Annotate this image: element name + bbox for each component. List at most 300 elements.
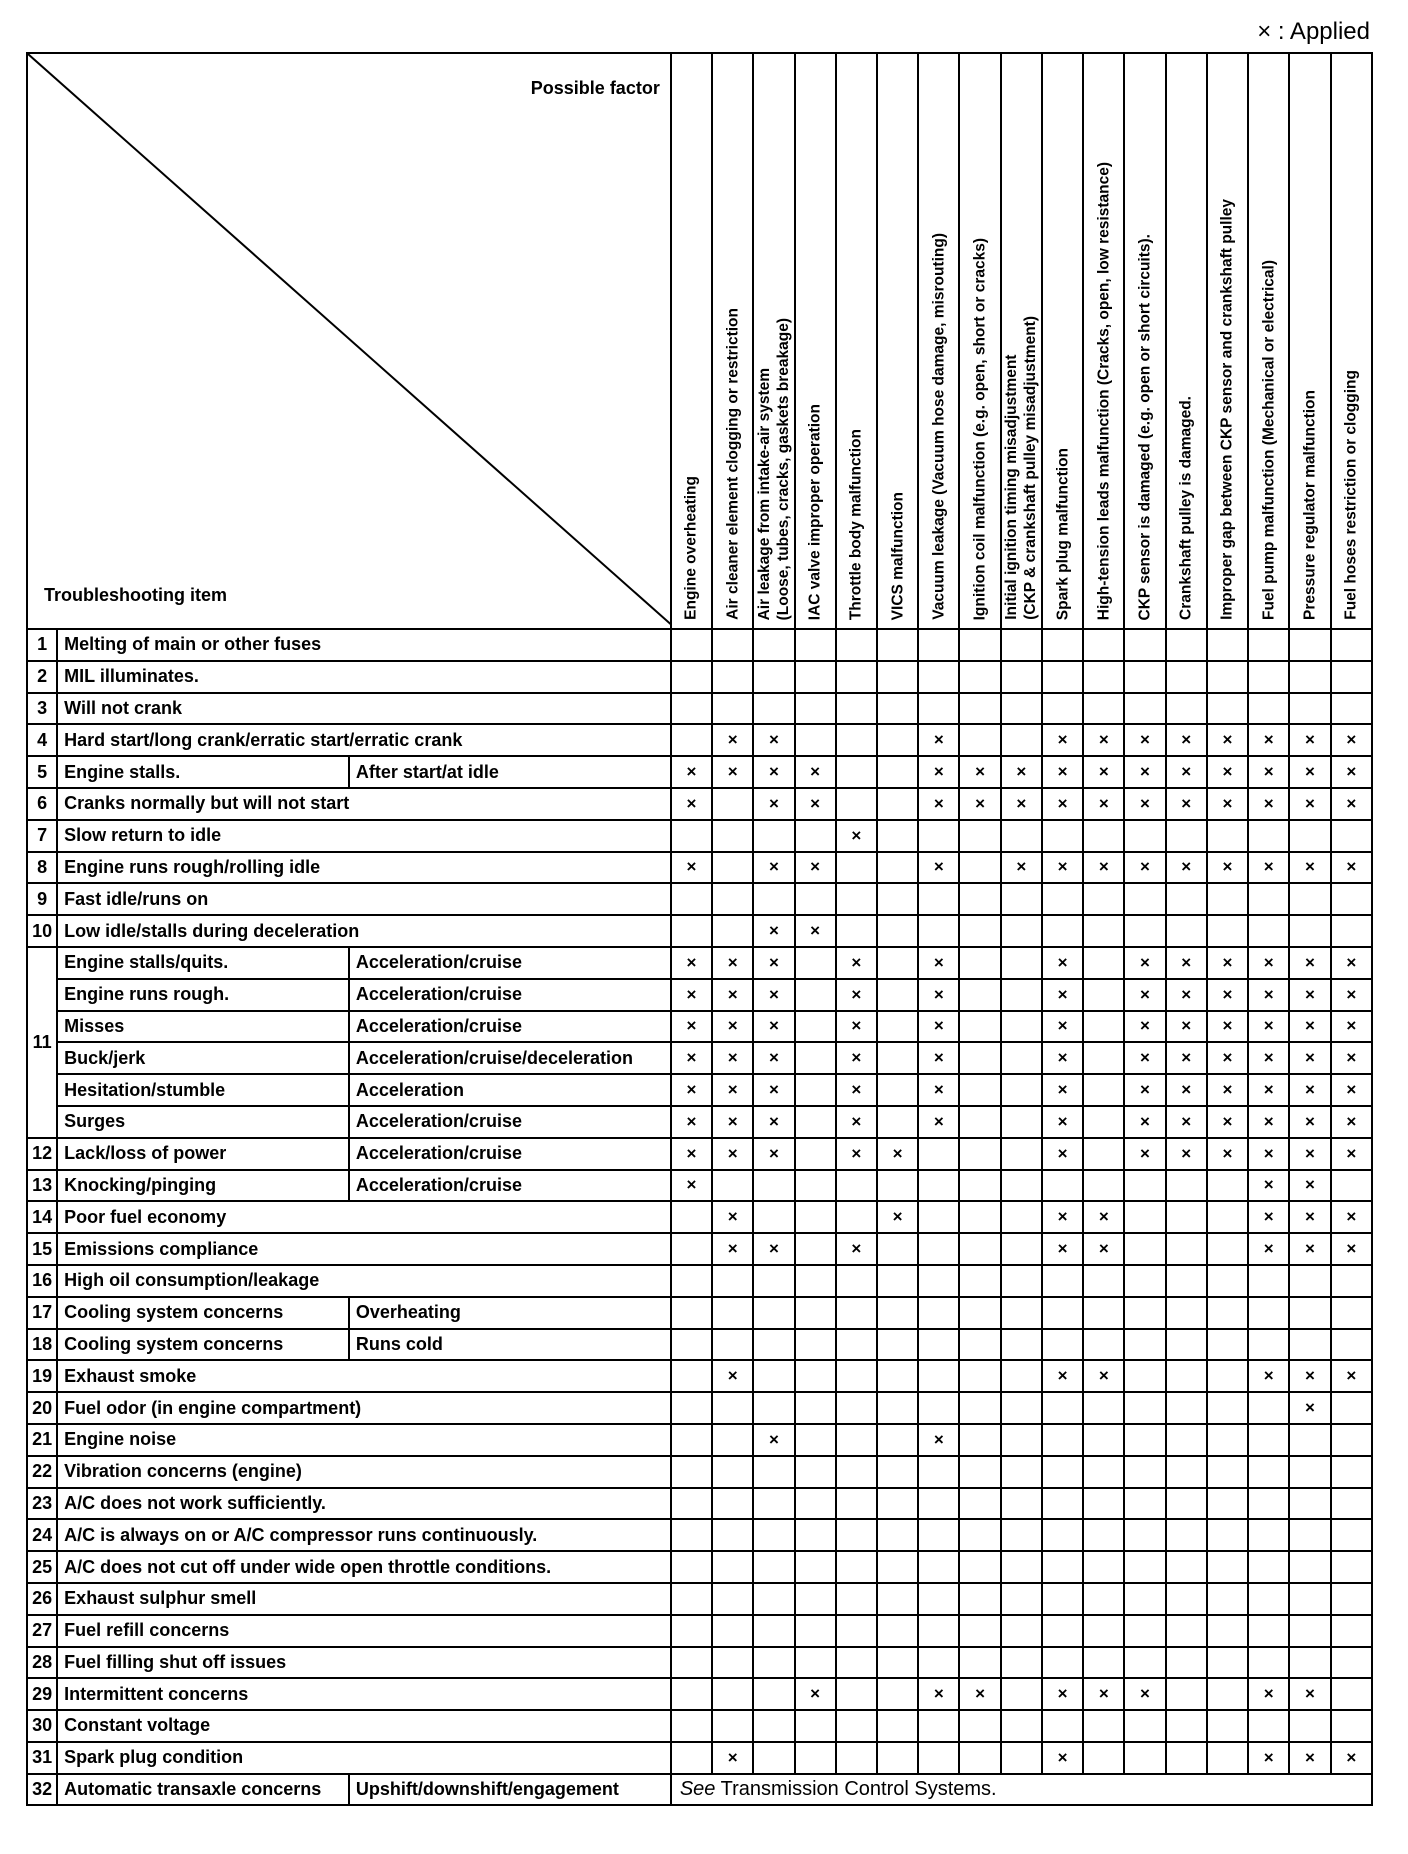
empty-cell	[795, 1297, 836, 1329]
empty-cell	[918, 820, 959, 852]
applied-mark: ×	[671, 947, 712, 979]
empty-cell	[959, 915, 1000, 947]
applied-mark: ×	[1083, 756, 1124, 788]
table-row	[27, 1742, 1372, 1774]
troubleshooting-item: Hard start/long crank/erratic start/erratic crank	[57, 724, 671, 756]
empty-cell	[877, 1488, 918, 1520]
condition: Acceleration/cruise	[349, 1106, 671, 1138]
empty-cell	[959, 661, 1000, 693]
applied-mark: ×	[1042, 979, 1083, 1011]
empty-cell	[795, 1615, 836, 1647]
table-row	[27, 1201, 1372, 1233]
applied-mark: ×	[1248, 724, 1289, 756]
empty-cell	[1042, 1488, 1083, 1520]
empty-cell	[1083, 883, 1124, 915]
empty-cell	[1166, 1201, 1207, 1233]
troubleshooting-item: Melting of main or other fuses	[57, 629, 671, 661]
empty-cell	[877, 1583, 918, 1615]
condition: Acceleration/cruise	[349, 1011, 671, 1043]
applied-mark: ×	[1042, 1106, 1083, 1138]
row-number: 1	[27, 629, 57, 661]
table-row	[27, 979, 1372, 1011]
condition: Acceleration/cruise	[349, 979, 671, 1011]
row-number: 20	[27, 1392, 57, 1424]
applied-mark: ×	[1124, 1042, 1165, 1074]
empty-cell	[753, 1201, 794, 1233]
empty-cell	[918, 629, 959, 661]
empty-cell	[1001, 1106, 1042, 1138]
row-number: 32	[27, 1774, 57, 1806]
empty-cell	[1083, 1329, 1124, 1361]
table-row	[27, 1456, 1372, 1488]
factor-header-13	[1166, 53, 1207, 629]
applied-mark: ×	[836, 979, 877, 1011]
applied-mark: ×	[712, 1011, 753, 1043]
condition: Acceleration/cruise	[349, 947, 671, 979]
empty-cell	[877, 756, 918, 788]
empty-cell	[1289, 1615, 1330, 1647]
empty-cell	[836, 1647, 877, 1679]
empty-cell	[1166, 1710, 1207, 1742]
applied-mark: ×	[1331, 852, 1372, 884]
applied-mark: ×	[1042, 756, 1083, 788]
troubleshooting-item: Fuel filling shut off issues	[57, 1647, 671, 1679]
empty-cell	[877, 1011, 918, 1043]
empty-cell	[877, 1329, 918, 1361]
empty-cell	[836, 1170, 877, 1202]
empty-cell	[1331, 1424, 1372, 1456]
empty-cell	[1289, 1583, 1330, 1615]
applied-mark: ×	[1289, 1742, 1330, 1774]
empty-cell	[1166, 1360, 1207, 1392]
empty-cell	[1042, 1551, 1083, 1583]
empty-cell	[1083, 947, 1124, 979]
applied-mark: ×	[1124, 1074, 1165, 1106]
row-number: 23	[27, 1488, 57, 1520]
row-number: 26	[27, 1583, 57, 1615]
factor-label: Improper gap between CKP sensor and crankshaft pulley	[1218, 199, 1236, 620]
table-row	[27, 1360, 1372, 1392]
applied-mark: ×	[1207, 979, 1248, 1011]
applied-mark: ×	[1248, 756, 1289, 788]
empty-cell	[877, 724, 918, 756]
empty-cell	[959, 1170, 1000, 1202]
empty-cell	[1001, 1074, 1042, 1106]
empty-cell	[918, 1329, 959, 1361]
empty-cell	[959, 693, 1000, 725]
row-number: 15	[27, 1233, 57, 1265]
applied-mark: ×	[1001, 756, 1042, 788]
empty-cell	[753, 1170, 794, 1202]
empty-cell	[1124, 1360, 1165, 1392]
empty-cell	[1248, 1710, 1289, 1742]
applied-mark: ×	[1289, 756, 1330, 788]
empty-cell	[1207, 1615, 1248, 1647]
empty-cell	[836, 1488, 877, 1520]
empty-cell	[959, 1360, 1000, 1392]
applied-mark: ×	[795, 852, 836, 884]
corner-diagonal	[28, 54, 671, 628]
empty-cell	[1083, 1170, 1124, 1202]
empty-cell	[795, 1233, 836, 1265]
empty-cell	[877, 1106, 918, 1138]
row-number: 13	[27, 1170, 57, 1202]
empty-cell	[1001, 1519, 1042, 1551]
empty-cell	[1083, 1456, 1124, 1488]
factor-label: Air cleaner element clogging or restriction	[724, 308, 742, 620]
applied-mark: ×	[712, 1074, 753, 1106]
applied-mark: ×	[1042, 947, 1083, 979]
empty-cell	[1124, 1456, 1165, 1488]
empty-cell	[712, 852, 753, 884]
empty-cell	[1083, 661, 1124, 693]
applied-mark: ×	[1124, 1011, 1165, 1043]
table-row	[27, 820, 1372, 852]
empty-cell	[671, 1583, 712, 1615]
empty-cell	[1207, 1456, 1248, 1488]
table-row	[27, 1170, 1372, 1202]
empty-cell	[1166, 1615, 1207, 1647]
factor-header-12	[1124, 53, 1165, 629]
troubleshooting-item: A/C does not cut off under wide open throttle conditions.	[57, 1551, 671, 1583]
applied-mark: ×	[1331, 1074, 1372, 1106]
factor-header-14	[1207, 53, 1248, 629]
empty-cell	[671, 1647, 712, 1679]
row-number: 27	[27, 1615, 57, 1647]
empty-cell	[1083, 1297, 1124, 1329]
empty-cell	[1207, 1742, 1248, 1774]
table-row	[27, 852, 1372, 884]
empty-cell	[1001, 1615, 1042, 1647]
empty-cell	[795, 1138, 836, 1170]
empty-cell	[795, 1456, 836, 1488]
empty-cell	[959, 852, 1000, 884]
table-row	[27, 1265, 1372, 1297]
empty-cell	[1124, 1170, 1165, 1202]
table-row	[27, 1074, 1372, 1106]
applied-mark: ×	[1207, 1106, 1248, 1138]
empty-cell	[1001, 629, 1042, 661]
possible-factor-label: Possible factor	[530, 78, 660, 98]
empty-cell	[1001, 1678, 1042, 1710]
empty-cell	[836, 1360, 877, 1392]
empty-cell	[959, 1106, 1000, 1138]
empty-cell	[877, 1392, 918, 1424]
applied-mark: ×	[1331, 1233, 1372, 1265]
empty-cell	[1207, 1360, 1248, 1392]
row-number: 5	[27, 756, 57, 788]
applied-mark: ×	[1289, 1011, 1330, 1043]
applied-mark: ×	[1042, 724, 1083, 756]
row-number: 16	[27, 1265, 57, 1297]
empty-cell	[1083, 693, 1124, 725]
empty-cell	[1166, 1488, 1207, 1520]
empty-cell	[877, 1360, 918, 1392]
empty-cell	[1083, 1488, 1124, 1520]
empty-cell	[918, 1551, 959, 1583]
empty-cell	[671, 883, 712, 915]
empty-cell	[1001, 1551, 1042, 1583]
empty-cell	[795, 1106, 836, 1138]
empty-cell	[959, 883, 1000, 915]
applied-mark: ×	[671, 788, 712, 820]
applied-mark: ×	[1042, 1233, 1083, 1265]
empty-cell	[1083, 820, 1124, 852]
applied-mark: ×	[1166, 1106, 1207, 1138]
empty-cell	[753, 1519, 794, 1551]
applied-mark: ×	[1248, 1742, 1289, 1774]
empty-cell	[795, 883, 836, 915]
empty-cell	[712, 1297, 753, 1329]
empty-cell	[671, 915, 712, 947]
factor-label: Crankshaft pulley is damaged.	[1177, 396, 1195, 620]
factor-header-15	[1248, 53, 1289, 629]
empty-cell	[1083, 1710, 1124, 1742]
applied-mark: ×	[753, 788, 794, 820]
empty-cell	[918, 1170, 959, 1202]
empty-cell	[836, 1265, 877, 1297]
empty-cell	[1207, 1170, 1248, 1202]
empty-cell	[1248, 1329, 1289, 1361]
empty-cell	[712, 661, 753, 693]
row-number: 21	[27, 1424, 57, 1456]
empty-cell	[795, 1201, 836, 1233]
empty-cell	[1001, 1583, 1042, 1615]
empty-cell	[1042, 1456, 1083, 1488]
empty-cell	[1166, 1170, 1207, 1202]
applied-mark: ×	[1248, 1170, 1289, 1202]
empty-cell	[1248, 1647, 1289, 1679]
empty-cell	[1331, 693, 1372, 725]
troubleshooting-item: Intermittent concerns	[57, 1678, 671, 1710]
row-number: 24	[27, 1519, 57, 1551]
factor-label: Fuel hoses restriction or clogging	[1342, 370, 1360, 620]
empty-cell	[1083, 1011, 1124, 1043]
empty-cell	[795, 820, 836, 852]
factor-label: Vacuum leakage (Vacuum hose damage, misrouting)	[930, 233, 948, 620]
empty-cell	[1083, 629, 1124, 661]
table-row	[27, 1551, 1372, 1583]
empty-cell	[1166, 1678, 1207, 1710]
empty-cell	[1083, 1647, 1124, 1679]
troubleshooting-item: A/C does not work sufficiently.	[57, 1488, 671, 1520]
empty-cell	[795, 629, 836, 661]
empty-cell	[836, 1392, 877, 1424]
applied-mark: ×	[712, 1360, 753, 1392]
empty-cell	[1331, 883, 1372, 915]
empty-cell	[1331, 1647, 1372, 1679]
troubleshooting-item: High oil consumption/leakage	[57, 1265, 671, 1297]
factor-header-1	[671, 53, 712, 629]
empty-cell	[877, 1742, 918, 1774]
empty-cell	[1124, 1201, 1165, 1233]
empty-cell	[959, 1201, 1000, 1233]
applied-mark: ×	[836, 1042, 877, 1074]
empty-cell	[1124, 1710, 1165, 1742]
applied-mark: ×	[918, 1106, 959, 1138]
applied-mark: ×	[753, 1074, 794, 1106]
applied-mark: ×	[1124, 852, 1165, 884]
empty-cell	[1042, 1424, 1083, 1456]
applied-mark: ×	[1166, 852, 1207, 884]
row-number: 31	[27, 1742, 57, 1774]
applied-mark: ×	[753, 1138, 794, 1170]
empty-cell	[1248, 820, 1289, 852]
empty-cell	[836, 1551, 877, 1583]
empty-cell	[959, 820, 1000, 852]
applied-mark: ×	[1248, 1074, 1289, 1106]
empty-cell	[1207, 1265, 1248, 1297]
empty-cell	[836, 788, 877, 820]
empty-cell	[753, 1392, 794, 1424]
applied-mark: ×	[753, 724, 794, 756]
applied-mark: ×	[1289, 947, 1330, 979]
applied-mark: ×	[753, 915, 794, 947]
empty-cell	[1289, 1710, 1330, 1742]
table-row	[27, 1138, 1372, 1170]
empty-cell	[1207, 1519, 1248, 1551]
empty-cell	[795, 1647, 836, 1679]
applied-mark: ×	[836, 1074, 877, 1106]
empty-cell	[1083, 1138, 1124, 1170]
empty-cell	[795, 693, 836, 725]
empty-cell	[1289, 883, 1330, 915]
applied-mark: ×	[1166, 979, 1207, 1011]
empty-cell	[836, 756, 877, 788]
empty-cell	[1289, 1456, 1330, 1488]
applied-mark: ×	[918, 979, 959, 1011]
header-row	[27, 53, 1372, 629]
empty-cell	[1001, 1011, 1042, 1043]
empty-cell	[1207, 820, 1248, 852]
empty-cell	[753, 693, 794, 725]
table-row	[27, 1392, 1372, 1424]
empty-cell	[1166, 883, 1207, 915]
applied-mark: ×	[1042, 1678, 1083, 1710]
empty-cell	[1331, 1583, 1372, 1615]
applied-mark: ×	[671, 852, 712, 884]
applied-mark: ×	[877, 1201, 918, 1233]
applied-mark: ×	[1289, 1360, 1330, 1392]
empty-cell	[1331, 661, 1372, 693]
empty-cell	[1083, 1583, 1124, 1615]
empty-cell	[1331, 1710, 1372, 1742]
empty-cell	[712, 1424, 753, 1456]
empty-cell	[712, 1678, 753, 1710]
empty-cell	[877, 947, 918, 979]
applied-mark: ×	[1001, 788, 1042, 820]
empty-cell	[1248, 1456, 1289, 1488]
applied-mark: ×	[1083, 1678, 1124, 1710]
applied-mark: ×	[1248, 1201, 1289, 1233]
empty-cell	[836, 915, 877, 947]
empty-cell	[1001, 1742, 1042, 1774]
empty-cell	[1289, 1519, 1330, 1551]
applied-mark: ×	[1331, 1042, 1372, 1074]
applied-mark: ×	[1166, 1011, 1207, 1043]
applied-mark: ×	[1331, 756, 1372, 788]
empty-cell	[1207, 1710, 1248, 1742]
factor-header-2	[712, 53, 753, 629]
applied-mark: ×	[712, 947, 753, 979]
row-number: 30	[27, 1710, 57, 1742]
empty-cell	[1166, 915, 1207, 947]
empty-cell	[877, 1233, 918, 1265]
applied-mark: ×	[1289, 1392, 1330, 1424]
empty-cell	[1289, 1647, 1330, 1679]
empty-cell	[1042, 1170, 1083, 1202]
empty-cell	[1207, 1678, 1248, 1710]
factor-header-9	[1001, 53, 1042, 629]
applied-mark: ×	[712, 1042, 753, 1074]
empty-cell	[918, 915, 959, 947]
empty-cell	[753, 1456, 794, 1488]
empty-cell	[1083, 1042, 1124, 1074]
empty-cell	[671, 1424, 712, 1456]
empty-cell	[795, 1265, 836, 1297]
empty-cell	[918, 661, 959, 693]
empty-cell	[1083, 1392, 1124, 1424]
empty-cell	[1248, 915, 1289, 947]
empty-cell	[795, 1519, 836, 1551]
empty-cell	[959, 1456, 1000, 1488]
empty-cell	[1042, 1647, 1083, 1679]
empty-cell	[1248, 661, 1289, 693]
troubleshooting-table	[26, 52, 1373, 1806]
factor-header-3	[753, 53, 794, 629]
row-number: 2	[27, 661, 57, 693]
applied-mark: ×	[836, 1233, 877, 1265]
empty-cell	[877, 1551, 918, 1583]
empty-cell	[836, 1710, 877, 1742]
empty-cell	[712, 915, 753, 947]
table-row	[27, 1329, 1372, 1361]
troubleshooting-item: Surges	[57, 1106, 349, 1138]
empty-cell	[918, 1488, 959, 1520]
empty-cell	[1166, 1647, 1207, 1679]
applied-mark: ×	[671, 1074, 712, 1106]
applied-mark: ×	[1248, 1042, 1289, 1074]
empty-cell	[1331, 1265, 1372, 1297]
table-row	[27, 661, 1372, 693]
empty-cell	[712, 693, 753, 725]
empty-cell	[959, 1074, 1000, 1106]
empty-cell	[712, 1456, 753, 1488]
empty-cell	[959, 1138, 1000, 1170]
applied-mark: ×	[753, 1106, 794, 1138]
applied-mark: ×	[795, 756, 836, 788]
empty-cell	[836, 1615, 877, 1647]
applied-mark: ×	[959, 788, 1000, 820]
applied-mark: ×	[1248, 1011, 1289, 1043]
see-label: See	[679, 1778, 716, 1801]
applied-mark: ×	[795, 1678, 836, 1710]
empty-cell	[918, 1297, 959, 1329]
empty-cell	[671, 1742, 712, 1774]
applied-mark: ×	[1207, 1011, 1248, 1043]
empty-cell	[712, 1710, 753, 1742]
troubleshooting-item: Lack/loss of power	[57, 1138, 349, 1170]
empty-cell	[836, 1519, 877, 1551]
applied-mark: ×	[1166, 1138, 1207, 1170]
empty-cell	[1331, 1392, 1372, 1424]
empty-cell	[1083, 1424, 1124, 1456]
applied-mark: ×	[671, 1138, 712, 1170]
troubleshooting-item: Engine stalls/quits.	[57, 947, 349, 979]
empty-cell	[1331, 1297, 1372, 1329]
empty-cell	[1083, 979, 1124, 1011]
empty-cell	[918, 693, 959, 725]
